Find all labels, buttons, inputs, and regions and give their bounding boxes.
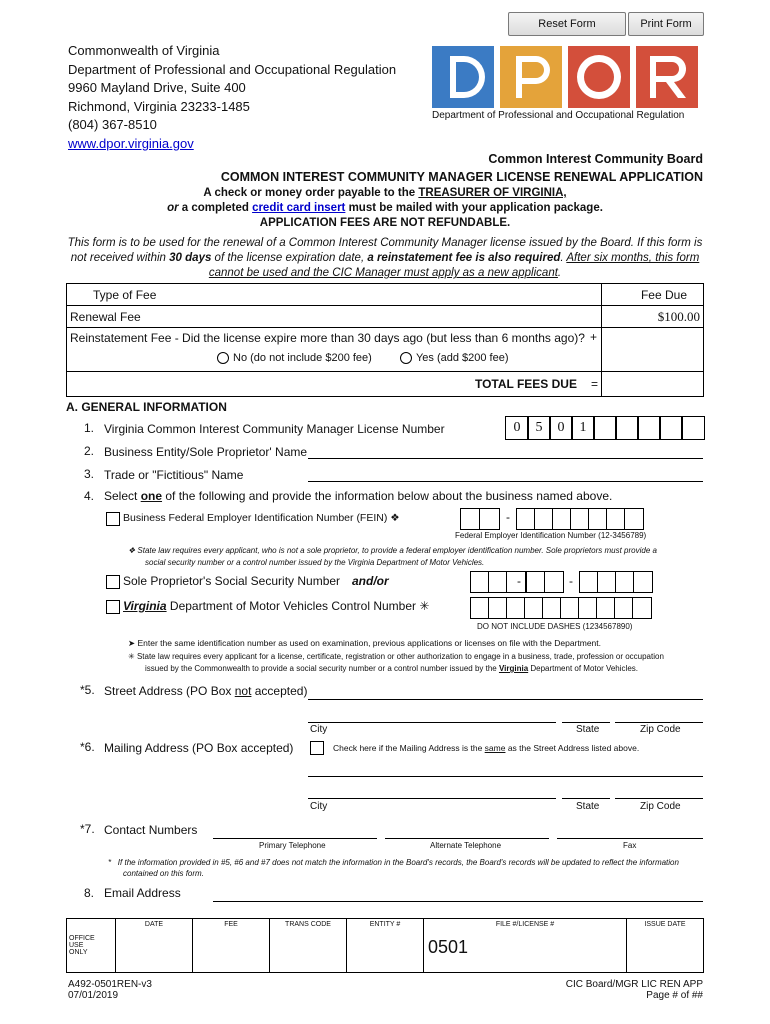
mailing-city-field[interactable] xyxy=(308,797,556,799)
payment-line-1 xyxy=(60,187,710,199)
ssn-digit[interactable] xyxy=(597,571,617,593)
fein-digit[interactable] xyxy=(588,508,608,530)
agency-address xyxy=(68,42,396,154)
reset-form-button[interactable]: Reset Form xyxy=(508,12,626,36)
item-number: 8. xyxy=(84,886,95,900)
and-or-label: and/or xyxy=(352,574,389,588)
payment-text: a completed xyxy=(178,202,253,214)
ssn-law-note: ✳ State law requires every applicant for a license, certificate, registration or other authorization to engage in a business, trade, profession or occupation xyxy=(128,652,664,661)
no-radio[interactable] xyxy=(217,352,229,364)
renewal-fee-amount: $100.00 xyxy=(602,306,704,328)
reinstatement-fee-input[interactable] xyxy=(602,328,704,372)
ssn-label: Sole Proprietor's Social Security Number xyxy=(123,574,341,588)
ssn-law-note-cont: issued by the Commonwealth to provide a social security number or a control number issued by the Virginia Department of Motor Vehicles. xyxy=(145,664,638,673)
board-title: Common Interest Community Board xyxy=(488,152,703,166)
dmv-digit[interactable] xyxy=(596,597,616,619)
print-form-button[interactable]: Print Form xyxy=(628,12,704,36)
fein-digit[interactable] xyxy=(570,508,590,530)
arrow-icon: ➤ xyxy=(128,638,136,648)
diamond-icon: ❖ xyxy=(128,546,136,555)
street-address-field[interactable] xyxy=(308,698,703,700)
fein-digit[interactable] xyxy=(606,508,626,530)
mailing-address-field[interactable] xyxy=(308,775,703,777)
reinstatement-row xyxy=(67,328,602,372)
fein-note: ❖ State law requires every applicant, who is not a sole proprietor, to provide a federal employer identification number. Sole proprietors must provide a xyxy=(128,546,657,555)
street-line: 9960 Mayland Drive, Suite 400 xyxy=(68,80,246,96)
city-caption: City xyxy=(310,724,328,735)
plus-sign: + xyxy=(589,330,597,344)
intro-line-1: This form is to be used for the renewal of a Common Interest Community Manager license issued by the Board. If this form is xyxy=(67,237,703,249)
fee-table xyxy=(66,283,704,397)
ssn-digit[interactable] xyxy=(488,571,508,593)
fein-checkbox[interactable] xyxy=(106,512,120,526)
no-option-label: No (do not include $200 fee) xyxy=(233,352,372,364)
form-date: 07/01/2019 xyxy=(68,990,119,1001)
license-digit-box[interactable]: 0 xyxy=(505,416,529,440)
page-number: Page # of ## xyxy=(646,990,703,1001)
file-license-header: FILE #/LICENSE # xyxy=(495,921,555,928)
date-header: DATE xyxy=(116,919,193,973)
dmv-digit[interactable] xyxy=(578,597,598,619)
payment-text: must be mailed with your application package. xyxy=(345,202,603,214)
total-fees-label: TOTAL FEES DUE xyxy=(474,377,577,391)
license-number-label: Virginia Common Interest Community Manager License Number xyxy=(104,422,445,436)
ssn-digit[interactable] xyxy=(526,571,546,593)
mailing-address-label: Mailing Address (PO Box accepted) xyxy=(104,741,294,755)
ssn-digit[interactable] xyxy=(470,571,490,593)
primary-phone-caption: Primary Telephone xyxy=(259,841,326,850)
zip-field[interactable] xyxy=(615,721,703,723)
ssn-checkbox[interactable] xyxy=(106,575,120,589)
yes-option-label: Yes (add $200 fee) xyxy=(415,352,509,364)
asterisk-icon: ✳ xyxy=(419,599,430,613)
contact-numbers-label: Contact Numbers xyxy=(104,823,198,837)
license-digit-box[interactable] xyxy=(615,416,639,440)
dmv-digit[interactable] xyxy=(614,597,634,619)
fax-caption: Fax xyxy=(623,841,637,850)
diamond-icon: ❖ xyxy=(390,512,400,524)
department-name-line: Department of Professional and Occupational Regulation xyxy=(68,61,397,77)
office-use-label: OFFICE USE ONLY xyxy=(67,919,116,973)
asterisk-icon: ✳ xyxy=(128,652,135,661)
agency-name-line: Commonwealth of Virginia xyxy=(68,43,220,58)
item-number: 3. xyxy=(84,467,95,481)
fein-digit[interactable] xyxy=(534,508,554,530)
renewal-fee-label: Renewal Fee xyxy=(67,306,602,328)
fein-label-line xyxy=(123,512,400,524)
fee-type-header: Type of Fee xyxy=(67,284,602,306)
equals-sign: = xyxy=(590,377,598,391)
mailing-state-field[interactable] xyxy=(562,797,610,799)
asterisk-mark: * xyxy=(108,858,112,867)
phone-line: (804) 367-8510 xyxy=(68,117,157,133)
office-use-table xyxy=(66,918,704,973)
dmv-label: Virginia Department of Motor Vehicles Control Number ✳ xyxy=(123,599,430,613)
total-fees-input[interactable] xyxy=(602,372,704,397)
total-row xyxy=(67,372,602,397)
dmv-digit[interactable] xyxy=(470,597,490,619)
dmv-digit[interactable] xyxy=(524,597,544,619)
email-label: Email Address xyxy=(104,886,181,900)
license-digit-box[interactable]: 1 xyxy=(571,416,595,440)
business-name-field[interactable] xyxy=(308,457,703,459)
website-link[interactable]: www.dpor.virginia.gov xyxy=(68,135,194,151)
ssn-digit[interactable] xyxy=(544,571,564,593)
logo-caption: Department of Professional and Occupational Regulation xyxy=(432,110,685,121)
item-number: 4. xyxy=(84,489,95,503)
street-address-label: Street Address (PO Box not accepted) xyxy=(104,684,308,698)
item-number: 2. xyxy=(84,444,95,458)
fein-note-cont: social security number or a control number issued by the Virginia Department of Motor Vehicles. xyxy=(145,558,485,567)
city-caption: City xyxy=(310,801,328,812)
fein-digit[interactable] xyxy=(460,508,481,530)
dash: - xyxy=(517,574,521,588)
primary-phone-field[interactable] xyxy=(213,837,377,839)
fee-header: FEE xyxy=(193,919,270,973)
issue-date-header: ISSUE DATE xyxy=(627,919,704,973)
license-digit-box[interactable] xyxy=(593,416,617,440)
payee-name: TREASURER OF VIRGINIA, xyxy=(418,187,567,199)
city-line: Richmond, Virginia 23233-1485 xyxy=(68,98,250,114)
form-title: COMMON INTEREST COMMUNITY MANAGER LICENSE RENEWAL APPLICATION xyxy=(220,170,703,184)
item-number: *5. xyxy=(80,683,95,697)
zip-caption: Zip Code xyxy=(640,724,681,735)
credit-card-insert-link[interactable]: credit card insert xyxy=(252,202,346,214)
alternate-phone-caption: Alternate Telephone xyxy=(430,841,502,850)
dmv-digit[interactable] xyxy=(488,597,508,619)
email-field[interactable] xyxy=(213,900,703,902)
file-license-cell xyxy=(424,919,627,973)
state-caption: State xyxy=(576,724,600,735)
ssn-digit[interactable] xyxy=(579,571,599,593)
entity-header: ENTITY # xyxy=(347,919,424,973)
business-name-label: Business Entity/Sole Proprietor' Name xyxy=(104,445,308,459)
dmv-checkbox[interactable] xyxy=(106,600,120,614)
update-note: * If the information provided in #5, #6 and #7 does not match the information in the Board's records, the Board's records will be updated to reflect the information xyxy=(108,858,679,867)
payment-line-2 xyxy=(60,202,710,214)
item-number: *7. xyxy=(80,822,95,836)
dmv-digit[interactable] xyxy=(560,597,580,619)
select-one-instruction: Select one of the following and provide the information below about the business named above. xyxy=(104,489,613,503)
ssn-digit[interactable] xyxy=(633,571,653,593)
trade-name-label: Trade or "Fictitious" Name xyxy=(104,468,244,482)
license-digit-box[interactable]: 0 xyxy=(549,416,573,440)
fein-digit[interactable] xyxy=(552,508,572,530)
fein-digit[interactable] xyxy=(624,508,644,530)
ssn-digit[interactable] xyxy=(506,571,526,593)
dmv-digit[interactable] xyxy=(542,597,562,619)
ssn-digit[interactable] xyxy=(615,571,635,593)
dmv-digit[interactable] xyxy=(506,597,526,619)
section-a-title: A. GENERAL INFORMATION xyxy=(66,400,227,414)
city-field[interactable] xyxy=(308,721,556,723)
state-field[interactable] xyxy=(562,721,610,723)
state-caption: State xyxy=(576,801,600,812)
same-address-checkbox[interactable] xyxy=(310,741,324,755)
not-refundable-notice: APPLICATION FEES ARE NOT REFUNDABLE. xyxy=(259,217,511,229)
file-license-value: 0501 xyxy=(428,937,469,957)
reinstatement-label: Reinstatement Fee - Did the license expire more than 30 days ago (but less than 6 months ago)? xyxy=(70,331,585,345)
dash: - xyxy=(506,510,510,524)
trade-name-field[interactable] xyxy=(308,480,703,482)
license-digit-box[interactable] xyxy=(681,416,705,440)
yes-radio[interactable] xyxy=(400,352,412,364)
dpor-logo xyxy=(432,46,706,126)
form-code: A492-0501REN-v3 xyxy=(68,979,152,990)
license-digit-box[interactable]: 5 xyxy=(527,416,551,440)
fein-caption: Federal Employer Identification Number (12-3456789) xyxy=(455,531,647,540)
payment-text: A check or money order payable to the xyxy=(203,187,419,199)
same-id-note: ➤ Enter the same identification number as used on examination, previous applications or licenses on file with the Department. xyxy=(128,638,602,648)
same-address-label: Check here if the Mailing Address is the same as the Street Address listed above. xyxy=(333,743,640,753)
item-number: 1. xyxy=(84,421,95,435)
intro-line-3: cannot be used and the CIC Manager must apply as a new applicant. xyxy=(208,267,562,279)
fein-digit[interactable] xyxy=(516,508,536,530)
license-digit-box[interactable] xyxy=(659,416,683,440)
mailing-zip-field[interactable] xyxy=(615,797,703,799)
fax-field[interactable] xyxy=(557,837,703,839)
dmv-digit[interactable] xyxy=(632,597,652,619)
fee-due-header: Fee Due xyxy=(602,284,704,306)
trans-code-header: TRANS CODE xyxy=(270,919,347,973)
or-text: or xyxy=(167,202,179,214)
zip-caption: Zip Code xyxy=(640,801,681,812)
license-digit-box[interactable] xyxy=(637,416,661,440)
update-note-cont: contained on this form. xyxy=(123,869,204,878)
form-name: CIC Board/MGR LIC REN APP xyxy=(565,979,703,990)
fein-digit[interactable] xyxy=(479,508,500,530)
dmv-caption: DO NOT INCLUDE DASHES (1234567890) xyxy=(477,622,633,631)
alternate-phone-field[interactable] xyxy=(385,837,549,839)
dash: - xyxy=(569,574,573,588)
item-number: *6. xyxy=(80,740,95,754)
intro-line-2: not received within 30 days of the license expiration date, a reinstatement fee is also required. After six months, this form xyxy=(70,252,700,264)
reinstatement-options xyxy=(217,352,509,364)
fein-label: Business Federal Employer Identification Number (FEIN) xyxy=(123,512,388,524)
